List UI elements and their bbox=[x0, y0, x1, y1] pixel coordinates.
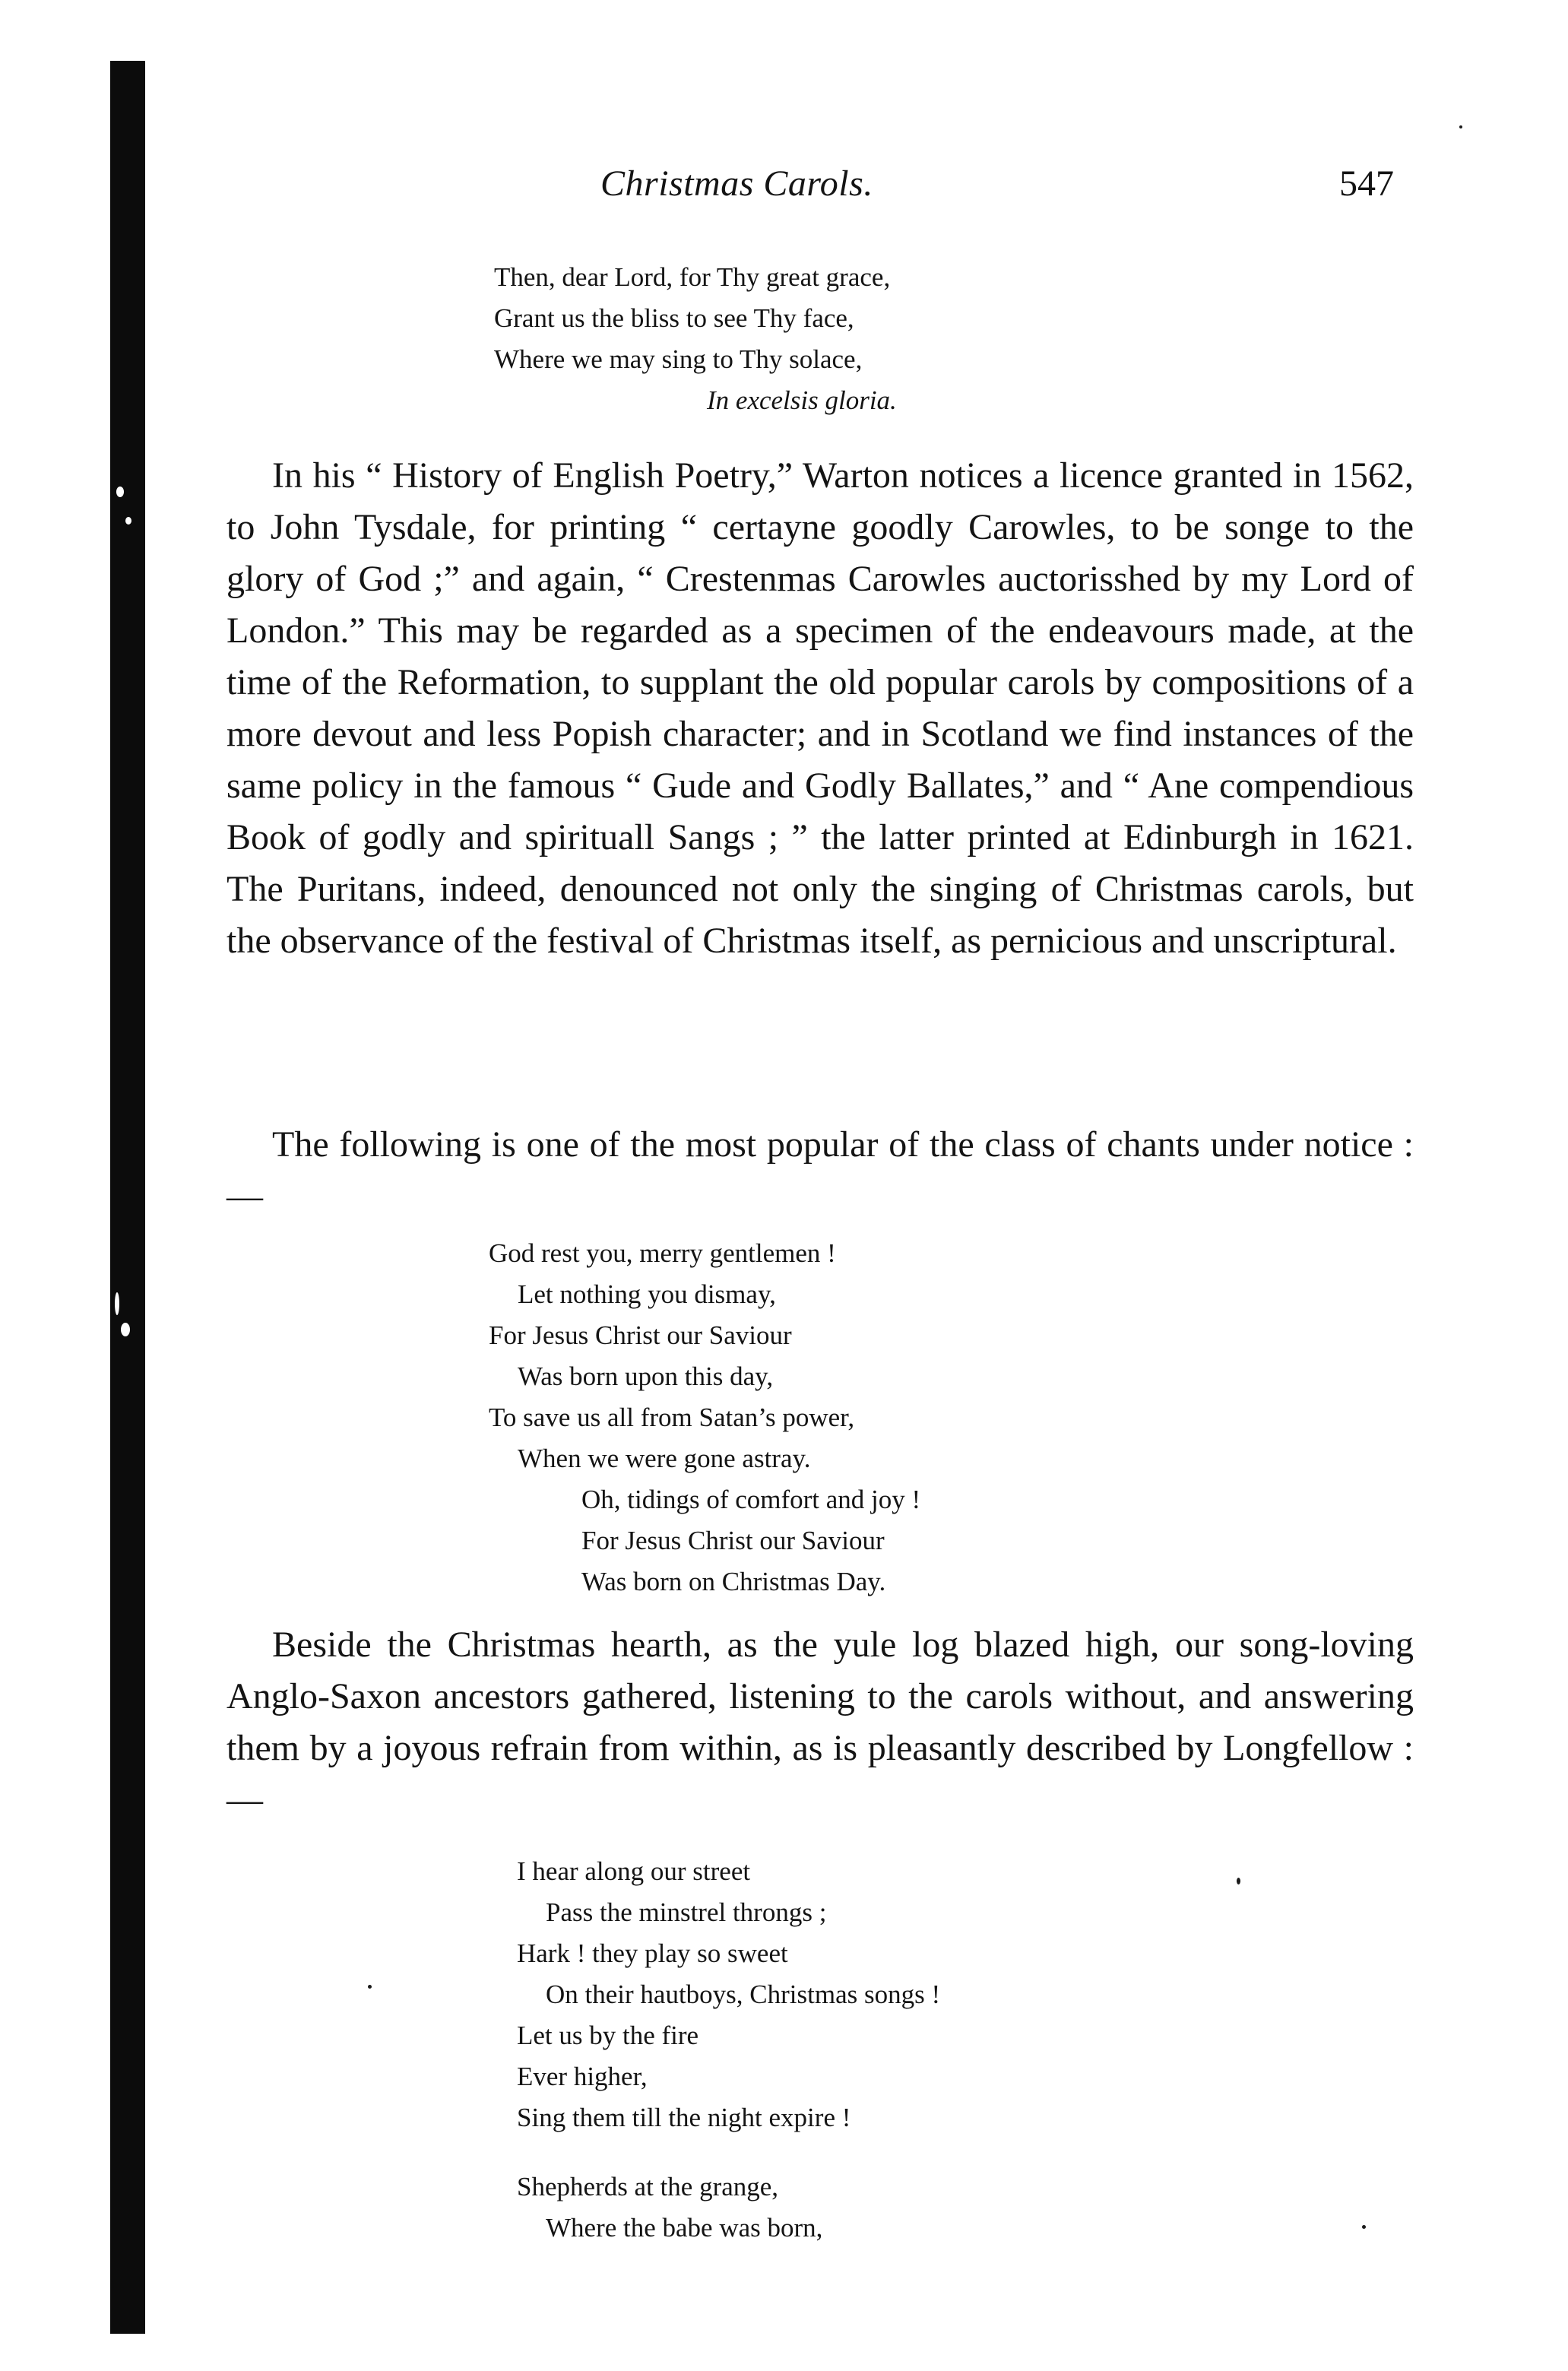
paragraph-beside: Beside the Christmas hearth, as the yule log blazed high, our song-loving Anglo-Saxon ancestors gathered, listening to the carols without, and answering them by a joyous refrain from within, as is pleasantly described by Longfellow :— bbox=[226, 1625, 1414, 1820]
carol-line: Let nothing you dismay, bbox=[518, 1279, 776, 1309]
poem-line: Let us by the fire bbox=[517, 2021, 699, 2050]
longfellow-stanza-2 bbox=[517, 2167, 822, 2249]
page-header bbox=[0, 163, 1568, 216]
poem-line: On their hautboys, Christmas songs ! bbox=[546, 1980, 941, 2009]
poem-line: Ever higher, bbox=[517, 2062, 648, 2091]
paragraph-warton: In his “ History of English Poetry,” Warton notices a licence granted in 1562, to John Tysdale, for printing “ certayne goodly Carowles, to be songe to the glory of God ;” and again, “ Crestenmas Carowles auctorisshed by my Lord of London.” This may be regarded as a specimen of the endeavours made, at the time of the Reformation, to supplant the old popular carols by compositions of a more devout and less Popish character; and in Scotland we find instances of the same policy in the famous “ Gude and Godly Ballates,” and “ Ane compendious Book of godly and spirituall Sangs ; ” the latter printed at Edinburgh in 1621. The Puritans, indeed, denounced not only the singing of Christmas carols, but the observance of the festival of Christmas itself, as pernicious and unscriptural. bbox=[226, 455, 1414, 961]
binding-shadow bbox=[110, 61, 145, 2334]
poem-line: Shepherds at the grange, bbox=[517, 2172, 779, 2201]
scan-speck bbox=[1237, 1878, 1240, 1884]
carol-verse bbox=[489, 1233, 920, 1602]
poem-line: Where the babe was born, bbox=[546, 2213, 823, 2243]
carol-line: When we were gone astray. bbox=[518, 1444, 811, 1473]
poem-line: I hear along our street bbox=[517, 1856, 751, 1886]
scan-speck bbox=[368, 1985, 372, 1989]
longfellow-stanza-1 bbox=[517, 1851, 940, 2138]
carol-refrain-line: Was born on Christmas Day. bbox=[581, 1567, 886, 1596]
poem-line: Hark ! they play so sweet bbox=[517, 1938, 788, 1968]
running-title: Christmas Carols. bbox=[600, 163, 873, 204]
scan-speck bbox=[1459, 125, 1462, 128]
spine-speck bbox=[116, 487, 124, 497]
verse-line: Grant us the bliss to see Thy face, bbox=[494, 303, 854, 333]
poem-line: Pass the minstrel throngs ; bbox=[546, 1897, 827, 1927]
verse-top bbox=[494, 257, 897, 421]
carol-line: God rest you, merry gentlemen ! bbox=[489, 1238, 836, 1268]
poem-line: Sing them till the night expire ! bbox=[517, 2103, 851, 2132]
verse-line-latin: In excelsis gloria. bbox=[707, 385, 897, 415]
carol-refrain-line: Oh, tidings of comfort and joy ! bbox=[581, 1485, 921, 1514]
spine-speck bbox=[125, 517, 131, 525]
scan-speck bbox=[1362, 2225, 1366, 2229]
page-number: 547 bbox=[1339, 163, 1394, 204]
carol-line: Was born upon this day, bbox=[518, 1361, 774, 1391]
spine-speck bbox=[121, 1323, 130, 1336]
carol-refrain-line: For Jesus Christ our Saviour bbox=[581, 1526, 885, 1555]
carol-line: For Jesus Christ our Saviour bbox=[489, 1320, 792, 1350]
verse-line: Then, dear Lord, for Thy great grace, bbox=[494, 262, 891, 292]
verse-line: Where we may sing to Thy solace, bbox=[494, 344, 863, 374]
carol-line: To save us all from Satan’s power, bbox=[489, 1403, 855, 1432]
spine-speck bbox=[115, 1292, 119, 1315]
paragraph-following: The following is one of the most popular of the class of chants under notice :— bbox=[226, 1124, 1414, 1216]
